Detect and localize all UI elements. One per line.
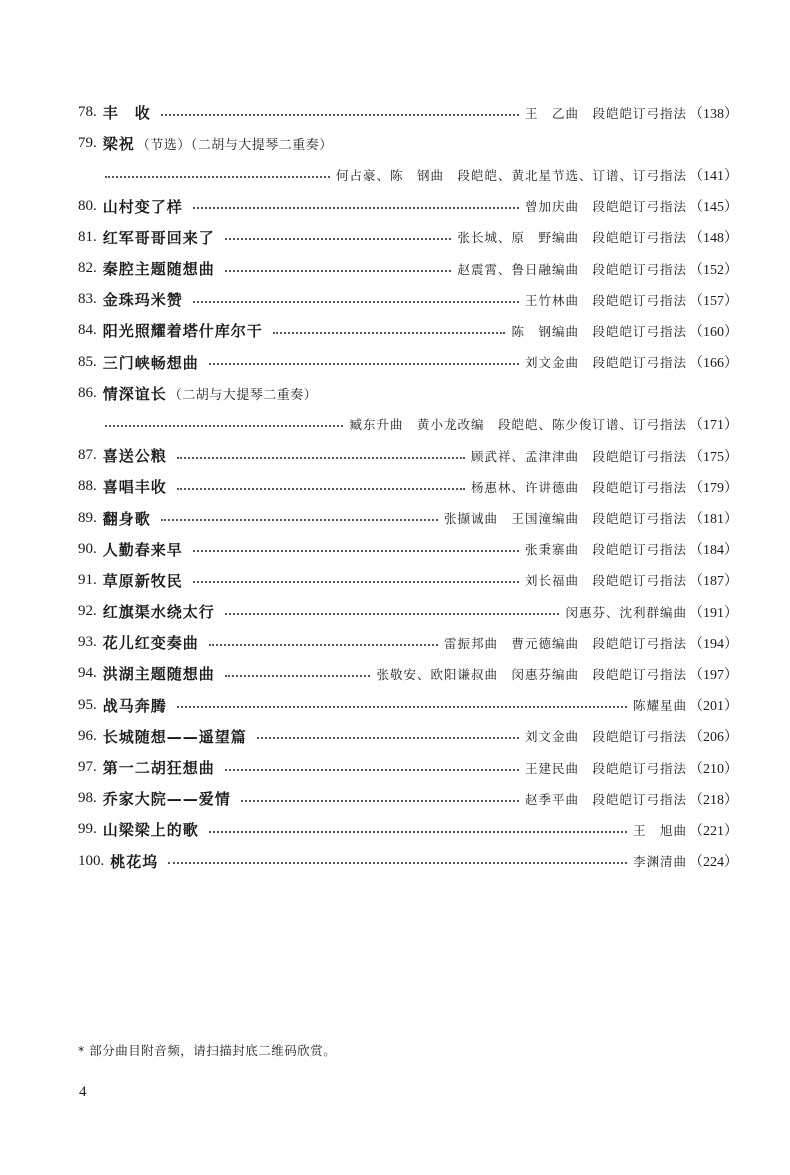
entry-credit: 赵震霄、鲁日融编曲 段皑皑订弓指法 bbox=[457, 261, 687, 277]
entry-number: 99. bbox=[78, 821, 97, 838]
entry-title: 梁祝 bbox=[102, 135, 135, 154]
entry-number: 89. bbox=[78, 509, 97, 526]
entry-credit: 王 乙曲 段皑皑订弓指法 bbox=[524, 105, 687, 121]
dot-leader bbox=[257, 737, 519, 739]
entry-title: 乔家大院——爱情 bbox=[102, 790, 231, 809]
entry-page: （141） bbox=[689, 168, 738, 184]
entry-page: （206） bbox=[689, 730, 738, 746]
entry-number: 83. bbox=[78, 291, 97, 308]
dot-leader bbox=[209, 644, 438, 646]
entry-credit: 刘文金曲 段皑皑订弓指法 bbox=[524, 729, 687, 745]
entry-number: 94. bbox=[78, 665, 97, 682]
toc-entry-91 bbox=[78, 565, 738, 596]
entry-title: 洪湖主题随想曲 bbox=[102, 665, 215, 684]
entry-number: 100. bbox=[78, 852, 105, 869]
entry-page: （175） bbox=[689, 449, 738, 465]
entry-number: 80. bbox=[78, 197, 97, 214]
toc-entry-94 bbox=[78, 658, 738, 689]
entry-title: 长城随想——遥望篇 bbox=[102, 727, 247, 746]
entry-credit: 王 旭曲 bbox=[632, 822, 687, 838]
dot-leader bbox=[161, 519, 438, 521]
entry-page: （194） bbox=[689, 636, 738, 652]
dot-leader bbox=[225, 270, 452, 272]
entry-title: 三门峡畅想曲 bbox=[102, 353, 199, 372]
toc-entry-82 bbox=[78, 253, 738, 284]
entry-number: 93. bbox=[78, 634, 97, 651]
entry-page: （148） bbox=[689, 231, 738, 247]
entry-credit: 张敬安、欧阳谦叔曲 闵惠芬编曲 段皑皑订弓指法 bbox=[376, 666, 687, 682]
entry-page: （138） bbox=[689, 106, 738, 122]
dot-leader bbox=[193, 550, 519, 552]
toc-entry-96 bbox=[78, 721, 738, 752]
entry-title: 草原新牧民 bbox=[102, 571, 183, 590]
entry-title: 花儿红变奏曲 bbox=[102, 634, 199, 653]
entry-number: 92. bbox=[78, 603, 97, 620]
toc-entry-86-continuation bbox=[78, 409, 738, 440]
dot-leader bbox=[225, 613, 560, 615]
entry-page: （166） bbox=[689, 356, 738, 372]
entry-credit: 刘长福曲 段皑皑订弓指法 bbox=[524, 573, 687, 589]
entry-number: 95. bbox=[78, 696, 97, 713]
entry-title: 山梁梁上的歌 bbox=[102, 821, 199, 840]
toc-entry-90 bbox=[78, 534, 738, 565]
entry-number: 79. bbox=[78, 135, 97, 152]
toc-entry-80 bbox=[78, 191, 738, 222]
dot-leader bbox=[193, 581, 519, 583]
toc-entry-84 bbox=[78, 315, 738, 346]
entry-credit: 李渊清曲 bbox=[632, 854, 687, 870]
entry-number: 96. bbox=[78, 727, 97, 744]
toc-entry-98 bbox=[78, 783, 738, 814]
toc-entry-97 bbox=[78, 752, 738, 783]
toc-entry-87 bbox=[78, 440, 738, 471]
entry-credit: 何占豪、陈 钢曲 段皑皑、黄北星节选、订谱、订弓指法 bbox=[335, 167, 687, 183]
entry-title: 喜唱丰收 bbox=[102, 478, 167, 497]
entry-number: 91. bbox=[78, 571, 97, 588]
entry-title: 桃花坞 bbox=[110, 852, 159, 871]
entry-title: 秦腔主题随想曲 bbox=[102, 260, 215, 279]
entry-title: 金珠玛米赞 bbox=[102, 291, 183, 310]
entry-number: 86. bbox=[78, 384, 97, 401]
entry-title: 阳光照耀着塔什库尔干 bbox=[102, 322, 263, 341]
dot-leader bbox=[225, 238, 452, 240]
dot-leader bbox=[161, 114, 519, 116]
entry-credit: 臧东升曲 黄小龙改编 段皑皑、陈少俊订谱、订弓指法 bbox=[349, 417, 687, 433]
entry-number: 90. bbox=[78, 540, 97, 557]
toc-entry-88 bbox=[78, 471, 738, 502]
entry-title: 第一二胡狂想曲 bbox=[102, 759, 215, 778]
entry-title: 红旗渠水绕太行 bbox=[102, 603, 215, 622]
entry-page: （218） bbox=[689, 792, 738, 808]
entry-title: 情深谊长 bbox=[102, 384, 167, 403]
toc-entry-89 bbox=[78, 502, 738, 533]
entry-credit: 王建民曲 段皑皑订弓指法 bbox=[524, 760, 687, 776]
dot-leader bbox=[273, 332, 506, 334]
dot-leader bbox=[225, 675, 371, 677]
entry-credit: 张长城、原 野编曲 段皑皑订弓指法 bbox=[457, 230, 687, 246]
entry-title: 喜送公粮 bbox=[102, 447, 167, 466]
entry-page: （181） bbox=[689, 512, 738, 528]
toc-entry-81 bbox=[78, 222, 738, 253]
entry-page: （184） bbox=[689, 543, 738, 559]
dot-leader bbox=[193, 301, 519, 303]
entry-page: （191） bbox=[689, 605, 738, 621]
table-of-contents bbox=[78, 97, 738, 877]
footnote: * 部分曲目附音频，请扫描封底二维码欣赏。 bbox=[78, 1043, 337, 1058]
entry-credit: 刘文金曲 段皑皑订弓指法 bbox=[524, 355, 687, 371]
entry-title: 红军哥哥回来了 bbox=[102, 228, 215, 247]
dot-leader bbox=[193, 207, 519, 209]
entry-credit: 闵惠芬、沈利群编曲 bbox=[565, 604, 687, 620]
entry-number: 81. bbox=[78, 228, 97, 245]
entry-credit: 曾加庆曲 段皑皑订弓指法 bbox=[524, 199, 687, 215]
entry-page: （171） bbox=[689, 418, 738, 434]
dot-leader bbox=[105, 176, 330, 178]
entry-page: （152） bbox=[689, 262, 738, 278]
dot-leader bbox=[105, 425, 343, 427]
entry-title: 战马奔腾 bbox=[102, 696, 167, 715]
entry-title: 人勤春来早 bbox=[102, 540, 183, 559]
entry-page: （145） bbox=[689, 200, 738, 216]
entry-credit: 张秉寨曲 段皑皑订弓指法 bbox=[524, 542, 687, 558]
entry-number: 84. bbox=[78, 322, 97, 339]
entry-credit: 杨惠林、许讲德曲 段皑皑订弓指法 bbox=[470, 479, 687, 495]
entry-credit: 雷振邦曲 曹元德编曲 段皑皑订弓指法 bbox=[443, 635, 687, 651]
toc-entry-78 bbox=[78, 97, 738, 128]
toc-entry-100 bbox=[78, 846, 738, 877]
entry-page: （187） bbox=[689, 574, 738, 590]
page-number: 4 bbox=[79, 1084, 87, 1100]
dot-leader bbox=[241, 800, 519, 802]
dot-leader bbox=[225, 769, 519, 771]
entry-credit: 张撷诚曲 王国潼编曲 段皑皑订弓指法 bbox=[443, 511, 687, 527]
entry-title: 翻身歌 bbox=[102, 509, 151, 528]
entry-subtitle: （节选）（二胡与大提琴二重奏） bbox=[136, 138, 333, 154]
entry-number: 85. bbox=[78, 353, 97, 370]
entry-credit: 陈耀星曲 bbox=[632, 698, 687, 714]
dot-leader bbox=[168, 862, 627, 864]
entry-credit: 陈 钢编曲 段皑皑订弓指法 bbox=[511, 323, 687, 339]
entry-number: 97. bbox=[78, 759, 97, 776]
toc-entry-83 bbox=[78, 284, 738, 315]
toc-entry-99 bbox=[78, 814, 738, 845]
entry-page: （221） bbox=[689, 823, 738, 839]
entry-page: （201） bbox=[689, 699, 738, 715]
dot-leader bbox=[177, 488, 465, 490]
entry-number: 88. bbox=[78, 478, 97, 495]
entry-title: 山村变了样 bbox=[102, 197, 183, 216]
entry-credit: 顾武祥、孟津津曲 段皑皑订弓指法 bbox=[470, 448, 687, 464]
entry-number: 82. bbox=[78, 260, 97, 277]
dot-leader bbox=[177, 706, 627, 708]
toc-entry-86 bbox=[78, 378, 738, 409]
dot-leader bbox=[177, 457, 465, 459]
entry-page: （160） bbox=[689, 324, 738, 340]
entry-credit: 赵季平曲 段皑皑订弓指法 bbox=[524, 791, 687, 807]
toc-entry-85 bbox=[78, 347, 738, 378]
entry-page: （224） bbox=[689, 855, 738, 871]
dot-leader bbox=[209, 363, 519, 365]
entry-number: 87. bbox=[78, 447, 97, 464]
toc-entry-95 bbox=[78, 690, 738, 721]
dot-leader bbox=[209, 831, 627, 833]
entry-page: （157） bbox=[689, 293, 738, 309]
toc-entry-92 bbox=[78, 596, 738, 627]
entry-title: 丰 收 bbox=[102, 104, 151, 123]
toc-entry-93 bbox=[78, 627, 738, 658]
entry-number: 98. bbox=[78, 790, 97, 807]
entry-page: （197） bbox=[689, 667, 738, 683]
entry-page: （210） bbox=[689, 761, 738, 777]
toc-entry-79-continuation bbox=[78, 159, 738, 190]
entry-page: （179） bbox=[689, 480, 738, 496]
entry-number: 78. bbox=[78, 104, 97, 121]
entry-credit: 王竹林曲 段皑皑订弓指法 bbox=[524, 292, 687, 308]
entry-subtitle: （二胡与大提琴二重奏） bbox=[168, 387, 318, 403]
toc-entry-79 bbox=[78, 128, 738, 159]
